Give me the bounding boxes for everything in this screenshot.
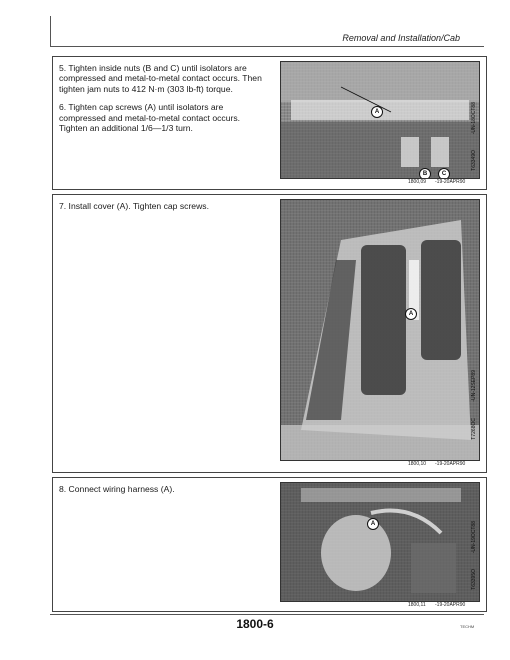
step-5-text: 5. Tighten inside nuts (B and C) until isolators are compressed and metal-to-metal contact occurs. Then tighten jam nuts to 412 N·m (303 lb-ft) torque. <box>59 63 262 94</box>
page-header-title: Removal and Installation/Cab <box>342 33 460 43</box>
photo-caption-right: -19-20APR90 <box>435 179 466 185</box>
step-text <box>59 484 269 502</box>
callout-c: C <box>438 168 450 179</box>
step-panel-7 <box>52 194 487 473</box>
photo-side-id: T63395O <box>471 569 477 590</box>
callout-a: A <box>371 106 383 118</box>
photo-caption-left: 1800,09 <box>408 179 427 185</box>
step-photo-wiring-harness <box>280 482 480 602</box>
photo-illustration <box>281 200 479 460</box>
photo-caption-right: -19-20APR90 <box>435 461 466 467</box>
step-8-text: 8. Connect wiring harness (A). <box>59 484 175 494</box>
step-panel-8 <box>52 477 487 612</box>
step-6-text: 6. Tighten cap screws (A) until isolators are compressed and metal-to-metal contact occurs. Tighten an additional 1/6—1/3 turn. <box>59 102 241 134</box>
callout-a: A <box>405 308 417 320</box>
photo-side-code: -UN-18OCT88 <box>471 102 477 135</box>
photo-illustration <box>281 62 479 178</box>
callout-b: B <box>419 168 431 179</box>
photo-side-id: T63349O <box>471 150 477 171</box>
step-7-text: 7. Install cover (A). Tighten cap screws. <box>59 201 209 211</box>
photo-side-code: -UN-19OCT88 <box>471 521 477 554</box>
photo-caption-left: 1800,10 <box>408 461 427 467</box>
step-text <box>59 63 269 141</box>
step-photo-isolators <box>280 61 480 179</box>
header-rule <box>50 46 484 47</box>
step-photo-cab-cover <box>280 199 480 461</box>
left-vertical-rule <box>50 16 51 46</box>
photo-caption-right: -19-20APR90 <box>435 602 466 608</box>
photo-side-id: T7268OC <box>471 418 477 440</box>
step-text <box>59 201 269 219</box>
callout-a: A <box>367 518 379 530</box>
step-panel-5-6 <box>52 56 487 190</box>
photo-illustration <box>281 483 479 601</box>
footer-code: TECHM <box>460 624 475 629</box>
photo-side-code: -UN-12SEP89 <box>471 370 477 402</box>
photo-caption-left: 1800,11 <box>408 602 426 608</box>
page-number: 1800-6 <box>236 617 274 631</box>
footer-rule <box>50 614 484 615</box>
